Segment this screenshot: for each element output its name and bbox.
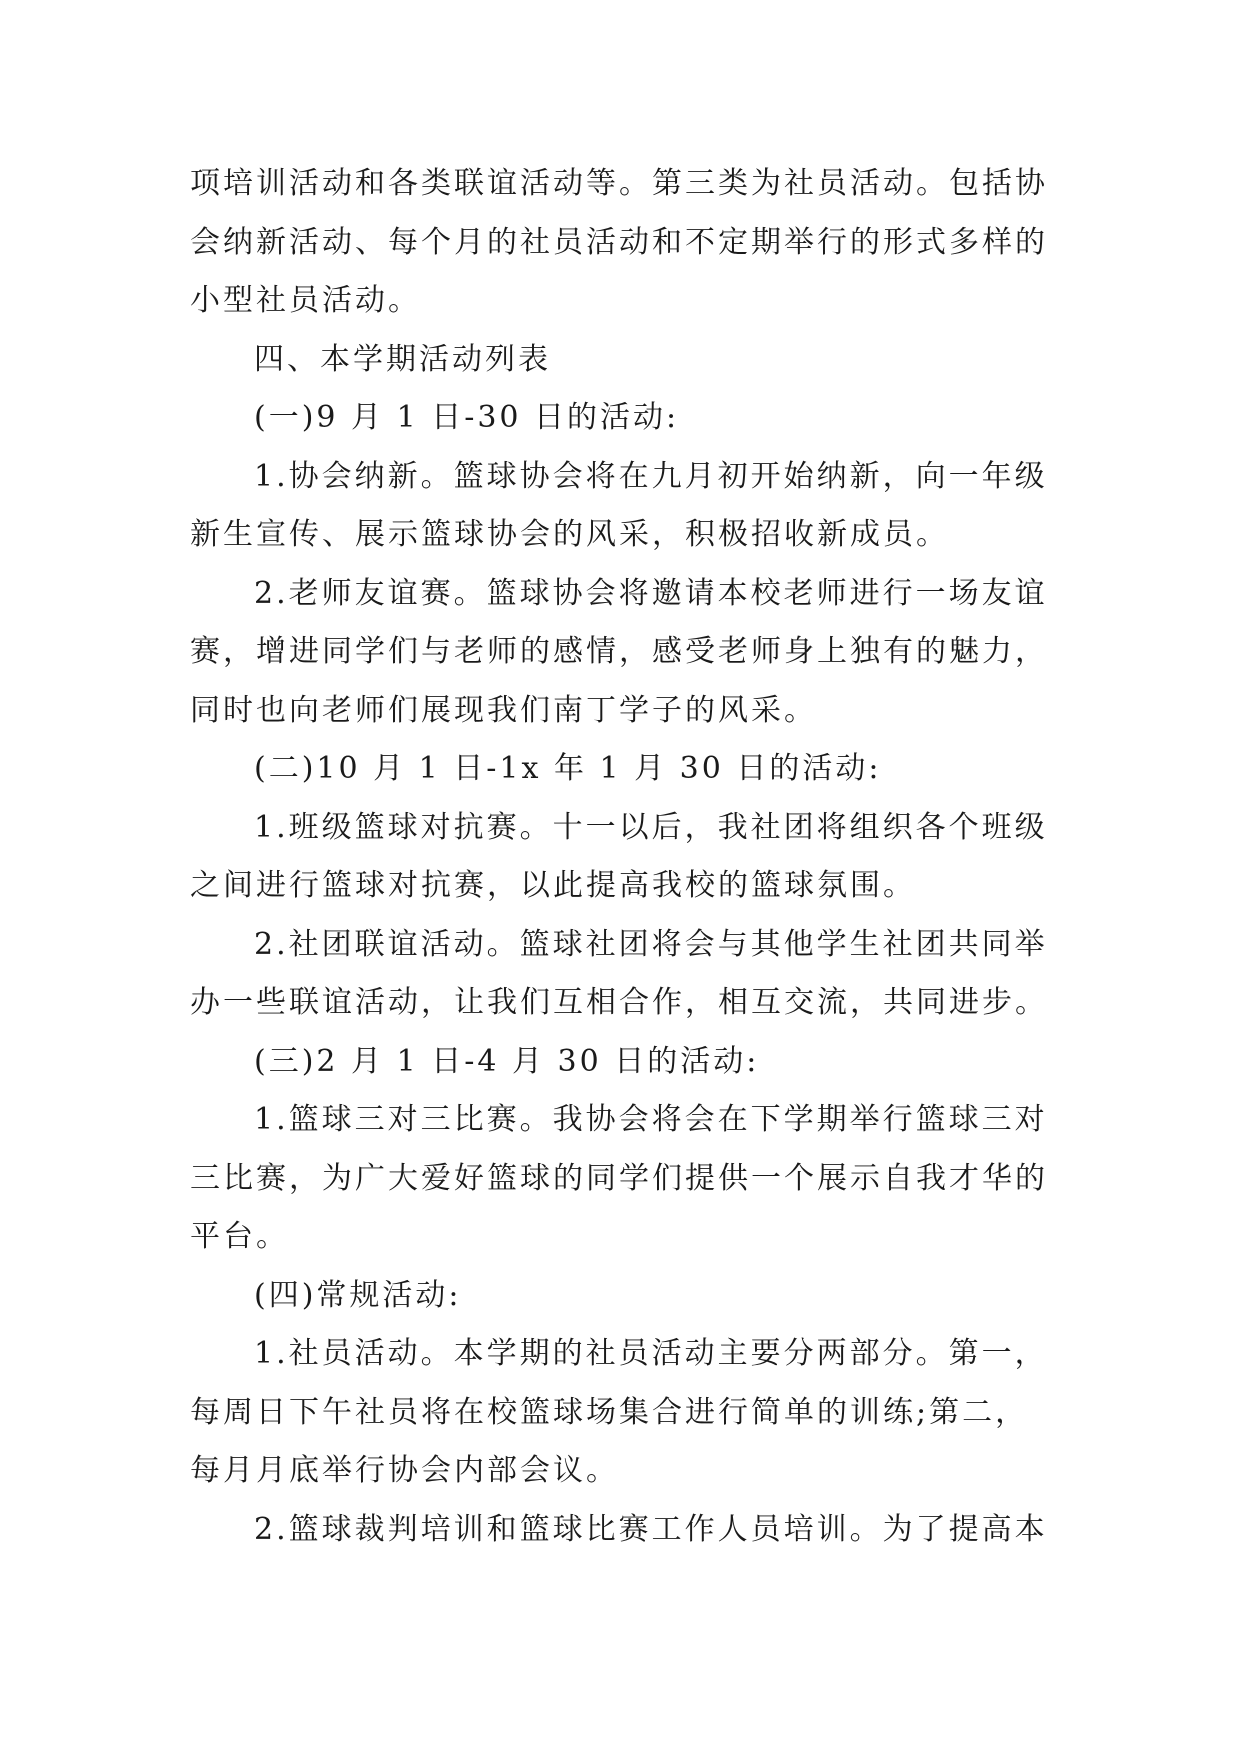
text-line: 三比赛，为广大爱好篮球的同学们提供一个展示自我才华的 [190,1160,1048,1196]
text-line: (四)常规活动: [254,1277,462,1313]
text-line: 会纳新活动、每个月的社员活动和不定期举行的形式多样的 [190,224,1048,260]
text-line: 2.社团联谊活动。篮球社团将会与其他学生社团共同举 [254,926,1048,962]
text-line: 办一些联谊活动，让我们互相合作，相互交流，共同进步。 [190,985,1048,1020]
text-line: 平台。 [190,1219,289,1254]
text-line: (三)2 月 1 日-4 月 30 日的活动: [254,1043,760,1079]
text-line: 2.篮球裁判培训和篮球比赛工作人员培训。为了提高本 [254,1511,1048,1547]
text-line: (二)10 月 1 日-1x 年 1 月 30 日的活动: [254,751,882,786]
text-line: 1.篮球三对三比赛。我协会将会在下学期举行篮球三对 [254,1102,1048,1137]
text-line: 每月月底举行协会内部会议。 [190,1453,619,1488]
text-line: 四、本学期活动列表 [254,341,551,377]
text-line: 赛，增进同学们与老师的感情，感受老师身上独有的魅力， [190,634,1048,669]
text-line: 每周日下午社员将在校篮球场集合进行简单的训练;第二， [190,1394,1029,1430]
text-line: 项培训活动和各类联谊活动等。第三类为社员活动。包括协 [190,166,1048,201]
text-line: 1.班级篮球对抗赛。十一以后，我社团将组织各个班级 [254,809,1048,845]
text-line: 新生宣传、展示篮球协会的风采，积极招收新成员。 [190,517,949,552]
text-line: 1.协会纳新。篮球协会将在九月初开始纳新，向一年级 [254,458,1048,494]
text-line: (一)9 月 1 日-30 日的活动: [254,400,680,435]
document-body [190,155,1050,1559]
text-line: 2.老师友谊赛。篮球协会将邀请本校老师进行一场友谊 [254,575,1048,611]
text-line: 同时也向老师们展现我们南丁学子的风采。 [190,692,817,728]
text-line: 1.社员活动。本学期的社员活动主要分两部分。第一， [254,1336,1048,1371]
text-line: 小型社员活动。 [190,283,421,318]
text-line: 之间进行篮球对抗赛，以此提高我校的篮球氛围。 [190,868,916,903]
